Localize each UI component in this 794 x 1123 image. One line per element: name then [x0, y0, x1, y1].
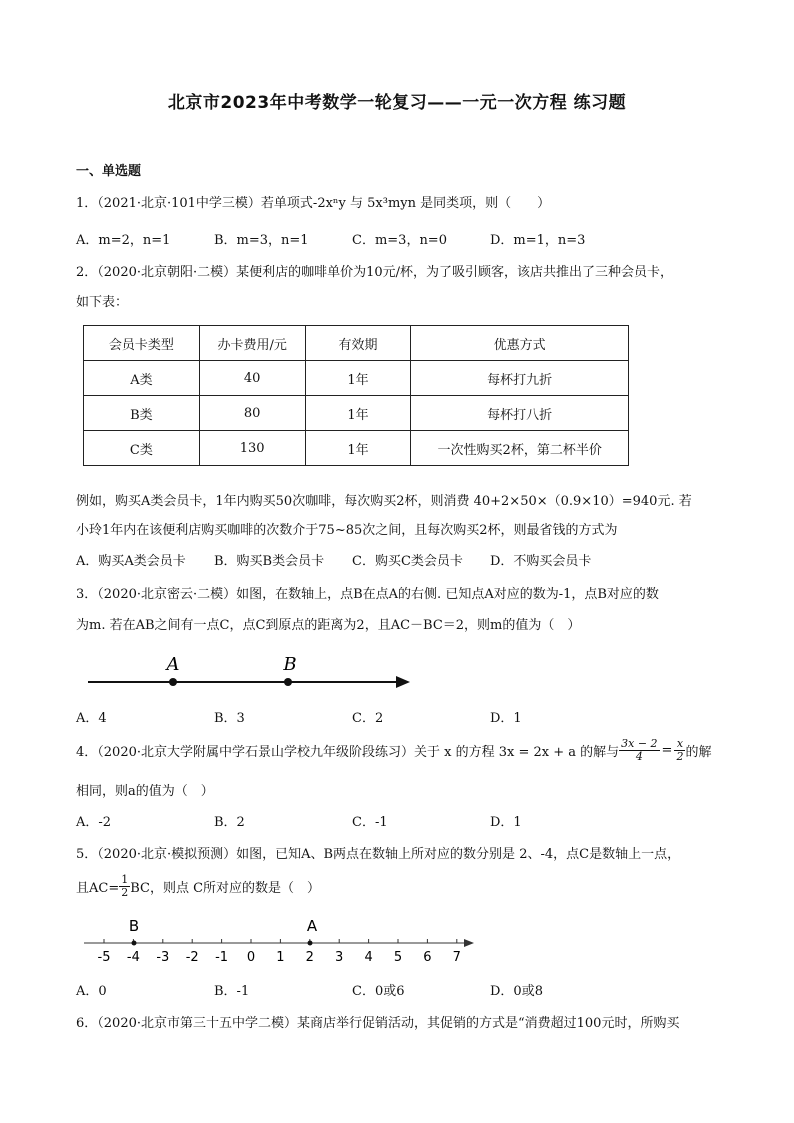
table-header-cell: 优惠方式 — [411, 326, 629, 361]
q3-label-b: B — [283, 654, 297, 675]
q5-label-a: A — [306, 917, 318, 935]
table-cell: 一次性购买2杯，第二杯半价 — [411, 431, 629, 466]
q5-fraction-numerator: 1 — [121, 873, 129, 886]
q2-option-a: A．购买A类会员卡 — [76, 554, 186, 569]
q5-stem-line1: 5．（2020·北京·模拟预测）如图，已知A、B两点在数轴上所对应的数分别是 2、-4，点C是数轴上一点， — [76, 847, 681, 862]
q5-tick-label: 2 — [305, 950, 314, 965]
q5-tick-label: 6 — [423, 950, 432, 965]
q4-stem-line2: 相同，则a的值为（ ） — [76, 784, 214, 799]
table-header-cell: 有效期 — [305, 326, 411, 361]
q2-example-line2: 小玲1年内在该便利店购买咖啡的次数介于75~85次之间，且每次购买2杯，则最省钱的方式为 — [76, 523, 618, 538]
table-cell: 1年 — [305, 431, 411, 466]
q5-tick-label: 1 — [276, 950, 285, 965]
q4-stem-tail: 的解 — [685, 745, 712, 761]
table-cell: B类 — [84, 396, 200, 431]
table-cell: 每杯打八折 — [411, 396, 629, 431]
q5-fraction-denominator: 2 — [121, 886, 129, 900]
q5-tick-label: -3 — [156, 950, 170, 965]
q4-option-a: A．-2 — [76, 815, 112, 830]
q5-tick-label: 7 — [452, 950, 461, 965]
q1-stem: 1．（2021·北京·101中学三模）若单项式-2xⁿy 与 5x³myn 是同类项，则（ ） — [76, 196, 551, 211]
q4-equals: = — [661, 743, 673, 759]
q5-option-c: C．0或6 — [352, 984, 405, 999]
q3-option-c: C．2 — [352, 711, 384, 726]
q3-option-b: B．3 — [214, 711, 245, 726]
q2-stem-line2: 如下表： — [76, 295, 129, 310]
q3-option-a: A．4 — [76, 711, 107, 726]
q5-tick-label: 3 — [335, 950, 344, 965]
q3-stem-line2: 为m. 若在AB之间有一点C，点C到原点的距离为2，且AC－BC＝2，则m的值为（ ） — [76, 618, 581, 633]
table-header-cell: 会员卡类型 — [84, 326, 200, 361]
q1-option-d: D．m=1，n=3 — [490, 233, 586, 248]
q5-option-b: B．-1 — [214, 984, 250, 999]
table-cell: 130 — [199, 431, 305, 466]
q5-point-a — [308, 941, 313, 946]
q4-fraction-2-numerator: x — [674, 738, 685, 751]
table-cell: 1年 — [305, 396, 411, 431]
table-header-cell: 办卡费用/元 — [199, 326, 305, 361]
table-cell: A类 — [84, 361, 200, 396]
page-title: 北京市2023年中考数学一轮复习——一元一次方程 练习题 — [167, 93, 627, 113]
q2-example-line1: 例如，购买A类会员卡，1年内购买50次咖啡，每次购买2杯，则消费 40+2×50×（0.9×10）=940元. 若 — [76, 494, 692, 509]
q4-stem-text: 4．（2020·北京大学附属中学石景山学校九年级阶段练习）关于 x 的方程 3x = 2x + a 的解与 — [76, 745, 620, 761]
section-heading: 一、单选题 — [76, 164, 142, 179]
table-cell: 80 — [199, 396, 305, 431]
q3-option-d: D．1 — [490, 711, 522, 726]
q3-stem-line1: 3．（2020·北京密云·二模）如图，在数轴上，点B在点A的右侧. 已知点A对应的数为-1，点B对应的数 — [76, 587, 659, 602]
q5-arrow-icon — [464, 939, 474, 947]
q5-tick-label: 0 — [246, 950, 256, 965]
q1-option-c: C．m=3，n=0 — [352, 233, 447, 248]
q2-option-b: B．购买B类会员卡 — [214, 554, 325, 569]
q4-option-c: C．-1 — [352, 815, 388, 830]
table-cell: 每杯打九折 — [411, 361, 629, 396]
q2-option-d: D．不购买会员卡 — [490, 554, 592, 569]
q5-tick-label: -4 — [126, 950, 140, 965]
q5-label-b: B — [128, 917, 140, 935]
q3-label-a: A — [166, 654, 180, 675]
q5-stem-pre: 且AC= — [76, 881, 120, 897]
q6-stem-line1: 6．（2020·北京市第三十五中学二模）某商店举行促销活动，其促销的方式是“消费超过100元时，所购买 — [76, 1016, 680, 1031]
q5-option-d: D．0或8 — [490, 984, 543, 999]
q1-option-a: A．m=2，n=1 — [76, 233, 171, 248]
q5-point-b — [132, 941, 137, 946]
q5-stem-post: BC，则点 C所对应的数是（ ） — [130, 881, 321, 897]
q5-tick-label: 4 — [364, 950, 373, 965]
q4-fraction-1-numerator: 3x − 2 — [621, 737, 658, 750]
q4-option-d: D．1 — [490, 815, 522, 830]
q4-fraction-1-denominator: 4 — [635, 750, 643, 764]
q5-tick-label: -2 — [185, 950, 199, 965]
q5-option-a: A．0 — [76, 984, 107, 999]
table-cell: 1年 — [305, 361, 411, 396]
q5-tick-label: -5 — [97, 950, 111, 965]
q2-stem-line1: 2．（2020·北京朝阳·二模）某便利店的咖啡单价为10元/杯，为了吸引顾客，该店共推出了三种会员卡， — [76, 265, 674, 280]
q5-tick-label: 5 — [393, 950, 403, 965]
q4-option-b: B．2 — [214, 815, 245, 830]
q1-option-b: B．m=3，n=1 — [214, 233, 309, 248]
q4-fraction-2-denominator: 2 — [676, 750, 684, 764]
q2-option-c: C．购买C类会员卡 — [352, 554, 463, 569]
q5-tick-label: -1 — [215, 950, 229, 965]
table-cell: 40 — [199, 361, 305, 396]
table-cell: C类 — [84, 431, 200, 466]
